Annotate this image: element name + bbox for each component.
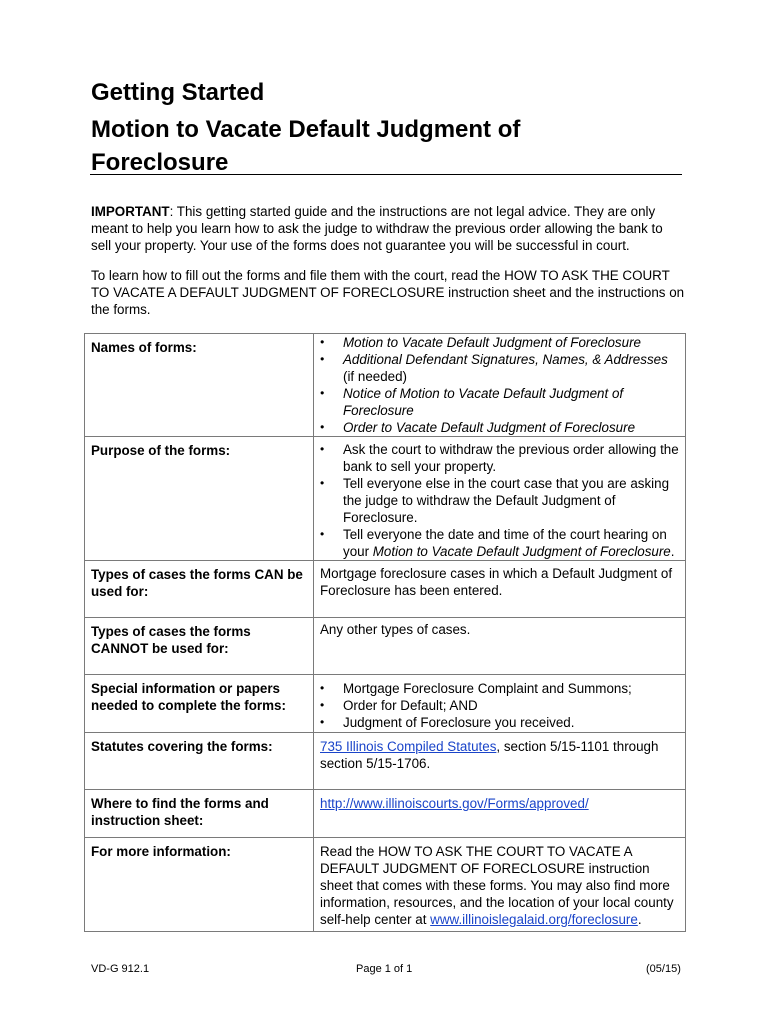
names-label: Names of forms: xyxy=(85,334,314,437)
list-item: • Order to Vacate Default Judgment of Foreclosure xyxy=(320,419,681,436)
table-row xyxy=(85,790,686,838)
more-info-value: Read the HOW TO ASK THE COURT TO VACATE A DEFAULT JUDGMENT OF FORECLOSURE instruction sheet that comes with these forms. You may also find more information, resources, and the location of your local county self-help center at www.illinoislegalaid.org/foreclosure. xyxy=(314,838,686,932)
table-row xyxy=(85,437,686,561)
can-use-label: Types of cases the forms CAN be used for: xyxy=(85,561,314,618)
page-title: Getting Started xyxy=(91,79,265,106)
forms-info-table xyxy=(84,333,686,932)
document-title: Motion to Vacate Default Judgment of Foreclosure xyxy=(91,116,521,176)
table-row xyxy=(85,561,686,618)
more-info-label: For more information: xyxy=(85,838,314,932)
list-item: • Judgment of Foreclosure you received. xyxy=(320,714,681,731)
table-row xyxy=(85,334,686,437)
purpose-label: Purpose of the forms: xyxy=(85,437,314,561)
names-value xyxy=(314,334,686,437)
table-row xyxy=(85,838,686,932)
important-text: : This getting started guide and the instructions are not legal advice. They are only meant to help you learn how to ask the judge to withdraw the previous order allowing the bank to sell your property. Your use of the forms does not guarantee you will be successful in court. xyxy=(91,204,663,253)
statutes-link[interactable]: 735 Illinois Compiled Statutes xyxy=(320,739,497,754)
where-label: Where to find the forms and instruction sheet: xyxy=(85,790,314,838)
cannot-use-label: Types of cases the forms CANNOT be used for: xyxy=(85,618,314,675)
learn-paragraph: To learn how to fill out the forms and file them with the court, read the HOW TO ASK THE COURT TO VACATE A DEFAULT JUDGMENT OF FORECLOSURE instruction sheet and the instructions on the forms. xyxy=(91,268,685,317)
list-item: • Order for Default; AND xyxy=(320,697,681,714)
list-item: • Motion to Vacate Default Judgment of Foreclosure xyxy=(320,334,681,351)
list-item: • Additional Defendant Signatures, Names, & Addresses (if needed) xyxy=(320,351,681,385)
important-notice xyxy=(91,203,686,254)
can-use-value: Mortgage foreclosure cases in which a Default Judgment of Foreclosure has been entered. xyxy=(314,561,686,618)
form-code: VD-G 912.1 xyxy=(91,963,150,975)
purpose-value xyxy=(314,437,686,561)
revision-date: (05/15) xyxy=(646,963,681,975)
list-item: • Mortgage Foreclosure Complaint and Summons; xyxy=(320,680,681,697)
if-needed-note: (if needed) xyxy=(343,369,408,384)
special-value xyxy=(314,675,686,733)
list-item: • Tell everyone the date and time of the court hearing on your Motion to Vacate Default Judgment of Foreclosure. xyxy=(320,526,681,560)
where-value xyxy=(314,790,686,838)
list-item: • Tell everyone else in the court case that you are asking the judge to withdraw the Default Judgment of Foreclosure. xyxy=(320,475,681,526)
statutes-label: Statutes covering the forms: xyxy=(85,733,314,790)
table-row xyxy=(85,733,686,790)
important-label: IMPORTANT xyxy=(91,204,170,219)
page-number: Page 1 of 1 xyxy=(356,963,413,975)
forms-url-link[interactable]: http://www.illinoiscourts.gov/Forms/approved/ xyxy=(320,796,589,811)
table-row xyxy=(85,675,686,733)
list-item: • Notice of Motion to Vacate Default Judgment of Foreclosure xyxy=(320,385,681,419)
table-row xyxy=(85,618,686,675)
legal-aid-link[interactable]: www.illinoislegalaid.org/foreclosure xyxy=(430,912,638,927)
cannot-use-value: Any other types of cases. xyxy=(314,618,686,675)
list-item: • Ask the court to withdraw the previous order allowing the bank to sell your property. xyxy=(320,441,681,475)
statutes-value: 735 Illinois Compiled Statutes, section 5/15-1101 through section 5/15-1706. xyxy=(314,733,686,790)
special-label: Special information or papers needed to complete the forms: xyxy=(85,675,314,733)
title-divider xyxy=(90,174,682,175)
